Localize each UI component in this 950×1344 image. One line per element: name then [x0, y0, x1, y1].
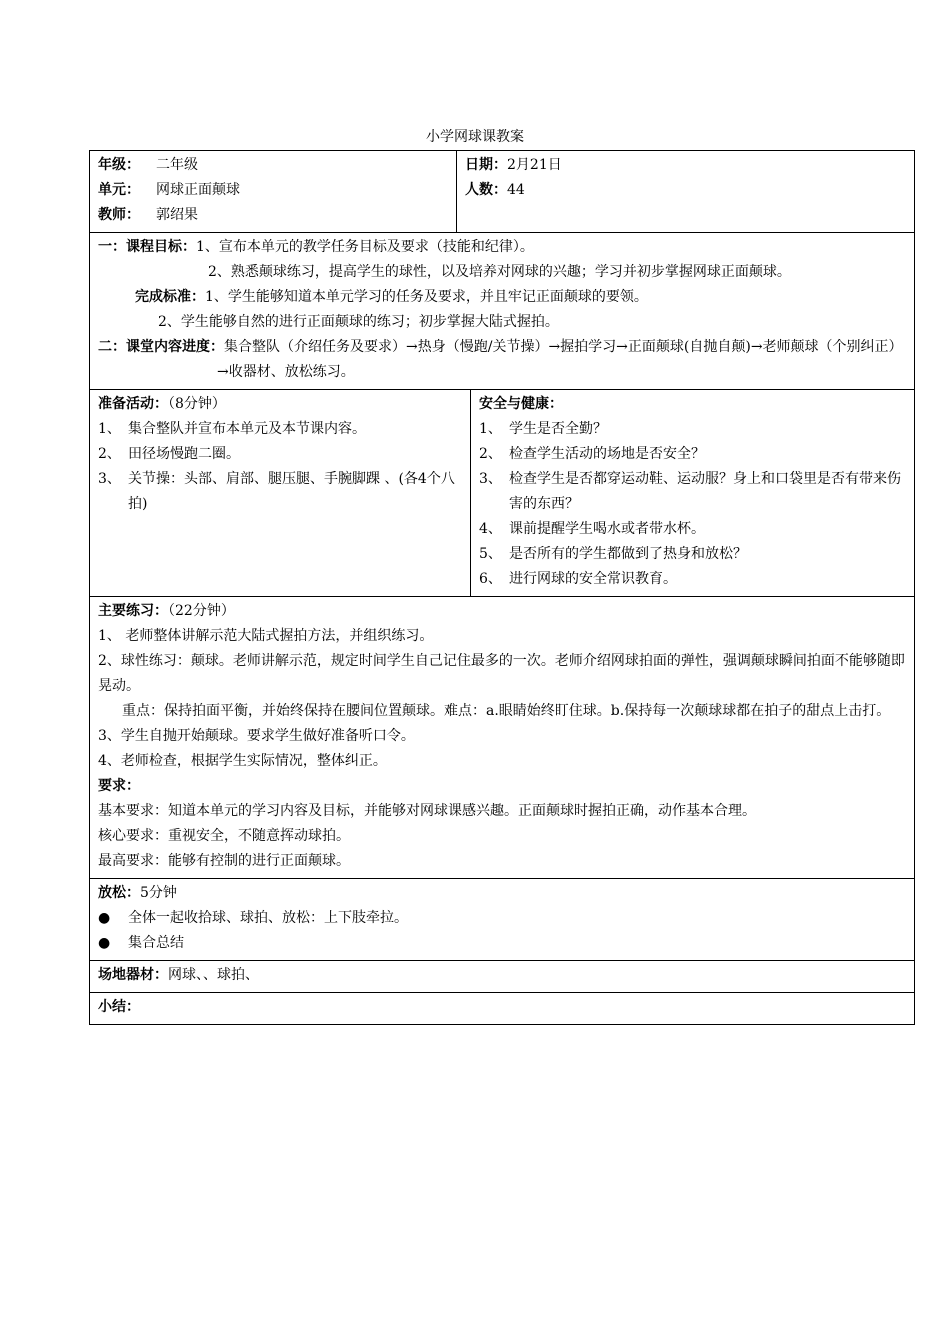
main-paragraph-5: 4、老师检查，根据学生实际情况，整体纠正。 [98, 753, 387, 769]
count-label: 人数： [465, 182, 507, 198]
bullet-icon: ● [98, 910, 111, 926]
date-value: 2月21日 [507, 157, 562, 173]
list-item [98, 417, 462, 442]
header-section [90, 151, 914, 232]
safety-label: 安全与健康： [479, 396, 563, 412]
main-paragraph-2: 2、球性练习：颠球。老师讲解示范，规定时间学生自己记住最多的一次。老师介绍网球拍面的弹性，强调颠球瞬间拍面不能够随即晃动。 [98, 653, 905, 694]
requirement-core: 核心要求：重视安全，不随意挥动球拍。 [98, 828, 350, 844]
teacher-value: 郭绍果 [156, 207, 198, 223]
progress-text: 集合整队（介绍任务及要求）→热身（慢跑/关节操）→握拍学习→正面颠球(自抛自颠)→老师颠球（个别纠正）→收器材、放松练习。 [217, 339, 903, 380]
equipment-value: 网球、、球拍、 [168, 967, 259, 983]
item-number: 5、 [479, 546, 502, 562]
unit-label: 单元： [98, 182, 140, 198]
standard-line-2: 2、学生能够自然的进行正面颠球的练习；初步掌握大陆式握拍。 [158, 314, 559, 330]
item-text: 检查学生活动的场地是否安全？ [509, 446, 705, 462]
list-item [479, 417, 906, 442]
item-text: 课前提醒学生喝水或者带水杯。 [509, 521, 705, 537]
main-duration: （22分钟） [168, 603, 235, 619]
item-text: 进行网球的安全常识教育。 [509, 571, 677, 587]
equipment-label: 场地器材： [98, 967, 168, 983]
main-paragraph-1: 1、 老师整体讲解示范大陆式握拍方法，并组织练习。 [98, 628, 434, 644]
requirement-highest: 最高要求：能够有控制的进行正面颠球。 [98, 853, 350, 869]
teacher-label: 教师： [98, 207, 140, 223]
header-right [457, 151, 914, 232]
item-number: 1、 [479, 421, 502, 437]
list-item [98, 931, 906, 956]
item-number: 2、 [98, 446, 121, 462]
prep-duration: （8分钟） [168, 396, 226, 412]
item-number: 6、 [479, 571, 502, 587]
relax-duration: 5分钟 [140, 885, 177, 901]
item-text: 集合总结 [128, 935, 184, 951]
prep-safety-section [90, 389, 914, 596]
item-number: 3、 [98, 471, 121, 487]
unit-value: 网球正面颠球 [156, 182, 240, 198]
goals-label: 一：课程目标： [98, 239, 196, 255]
goals-section [90, 232, 914, 389]
equipment-section [90, 960, 914, 992]
goal-line-1: 1、宣布本单元的教学任务目标及要求（技能和纪律）。 [196, 239, 534, 255]
progress-label: 二：课堂内容进度： [98, 339, 224, 355]
list-item [479, 567, 906, 592]
list-item [98, 467, 462, 517]
summary-section [90, 992, 914, 1024]
main-paragraph-4: 3、学生自抛开始颠球。要求学生做好准备听口令。 [98, 728, 415, 744]
lesson-plan-table [89, 150, 915, 1025]
standard-label: 完成标准： [135, 289, 205, 305]
header-left [90, 151, 457, 232]
item-number: 4、 [479, 521, 502, 537]
item-text: 田径场慢跑二圈。 [128, 446, 240, 462]
main-paragraph-3: 重点：保持拍面平衡，并始终保持在腰间位置颠球。难点：a.眼睛始终盯住球。b.保持每一次颠球球都在拍子的甜点上击打。 [122, 703, 891, 719]
main-practice-section [90, 596, 914, 878]
count-value: 44 [507, 182, 525, 198]
grade-value: 二年级 [156, 157, 198, 173]
list-item [479, 467, 906, 517]
requirement-basic: 基本要求：知道本单元的学习内容及目标，并能够对网球课感兴趣。正面颠球时握拍正确，动作基本合理。 [98, 803, 756, 819]
goal-line-2: 2、熟悉颠球练习，提高学生的球性，以及培养对网球的兴趣；学习并初步掌握网球正面颠球。 [208, 264, 791, 280]
item-text: 是否所有的学生都做到了热身和放松？ [509, 546, 747, 562]
item-number: 1、 [98, 421, 121, 437]
grade-label: 年级： [98, 157, 140, 173]
item-text: 检查学生是否都穿运动鞋、运动服？身上和口袋里是否有带来伤害的东西？ [509, 471, 901, 512]
list-item [479, 517, 906, 542]
standard-line-1: 1、学生能够知道本单元学习的任务及要求，并且牢记正面颠球的要领。 [205, 289, 648, 305]
item-number: 2、 [479, 446, 502, 462]
list-item [479, 442, 906, 467]
main-label: 主要练习： [98, 603, 168, 619]
item-number: 3、 [479, 471, 502, 487]
relax-section [90, 878, 914, 960]
summary-label: 小结： [98, 999, 140, 1015]
safety-column [471, 390, 914, 596]
list-item [479, 542, 906, 567]
item-text: 全体一起收拾球、球拍、放松：上下肢牵拉。 [128, 910, 408, 926]
relax-label: 放松： [98, 885, 140, 901]
item-text: 关节操：头部、肩部、腿压腿、手腕脚踝 、(各4个八拍) [128, 471, 455, 512]
prep-column [90, 390, 471, 596]
page-title: 小学网球课教案 [426, 129, 524, 145]
requirements-label: 要求： [98, 778, 140, 794]
list-item [98, 442, 462, 467]
item-text: 集合整队并宣布本单元及本节课内容。 [128, 421, 366, 437]
date-label: 日期： [465, 157, 507, 173]
prep-label: 准备活动： [98, 396, 168, 412]
item-text: 学生是否全勤？ [509, 421, 607, 437]
bullet-icon: ● [98, 935, 111, 951]
list-item [98, 906, 906, 931]
